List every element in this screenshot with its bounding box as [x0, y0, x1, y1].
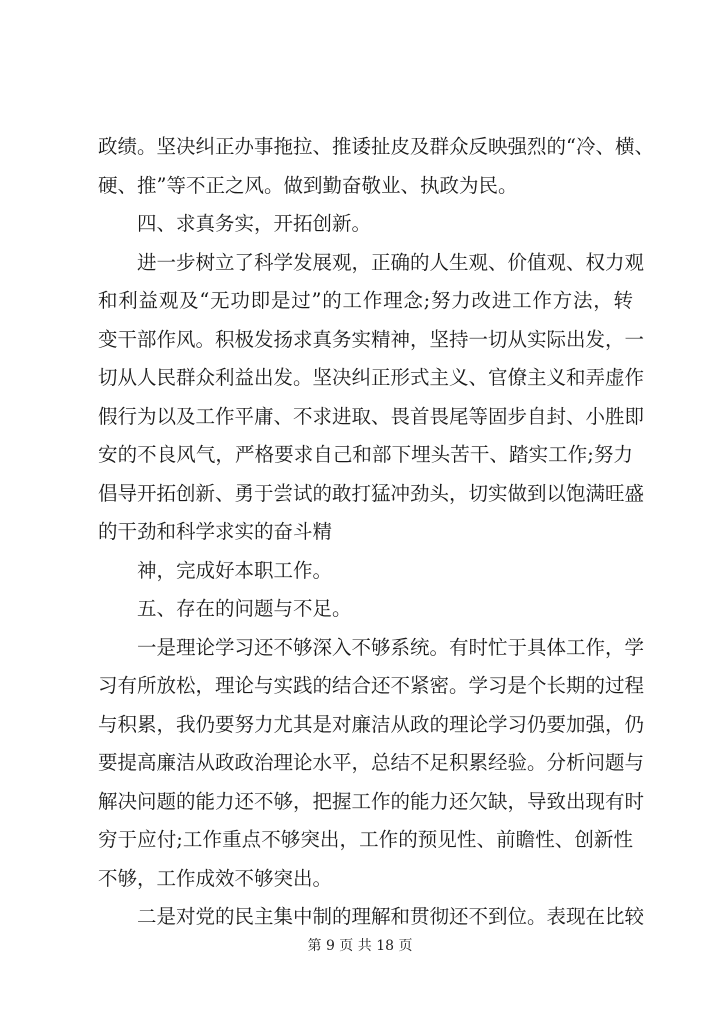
- section-heading: 四、求真务实，开拓创新。: [137, 212, 372, 235]
- paragraph-line: 习有所放松，理论与实践的结合还不紧密。学习是个长期的过程: [98, 674, 645, 697]
- paragraph-line: 进一步树立了科学发展观，正确的人生观、价值观、权力观: [137, 251, 645, 274]
- paragraph-line: 和利益观及“无功即是过”的工作理念;努力改进工作方法，转: [98, 289, 633, 312]
- paragraph-line: 神，完成好本职工作。: [137, 559, 333, 582]
- paragraph-line: 切从人民群众利益出发。坚决纠正形式主义、官僚主义和弄虚作: [98, 366, 645, 389]
- paragraph-line: 不够，工作成效不够突出。: [98, 867, 333, 890]
- paragraph-line: 的干劲和科学求实的奋斗精: [98, 520, 333, 543]
- page-number-footer: 第 9 页 共 18 页: [307, 938, 413, 954]
- paragraph-line: 二是对党的民主集中制的理解和贯彻还不到位。表现在比较: [137, 905, 645, 928]
- paragraph-line: 与积累，我仍要努力尤其是对廉洁从政的理论学习仍要加强，仍: [98, 713, 645, 736]
- paragraph-line: 解决问题的能力还不够，把握工作的能力还欠缺，导致出现有时: [98, 790, 645, 813]
- paragraph-line: 硬、推”等不正之风。做到勤奋敬业、执政为民。: [98, 174, 518, 197]
- paragraph-line: 假行为以及工作平庸、不求进取、畏首畏尾等固步自封、小胜即: [98, 405, 645, 428]
- paragraph-line: 安的不良风气，严格要求自己和部下埋头苦干、踏实工作;努力: [98, 443, 633, 466]
- paragraph-line: 穷于应付;工作重点不够突出，工作的预见性、前瞻性、创新性: [98, 828, 633, 851]
- paragraph-line: 要提高廉洁从政政治理论水平，总结不足积累经验。分析问题与: [98, 751, 645, 774]
- section-heading: 五、存在的问题与不足。: [137, 597, 352, 620]
- paragraph-line: 变干部作风。积极发扬求真务实精神，坚持一切从实际出发，一: [98, 328, 645, 351]
- paragraph-line: 政绩。坚决纠正办事拖拉、推诿扯皮及群众反映强烈的“冷、横、: [98, 135, 654, 158]
- paragraph-line: 倡导开拓创新、勇于尝试的敢打猛冲劲头，切实做到以饱满旺盛: [98, 482, 645, 505]
- paragraph-line: 一是理论学习还不够深入不够系统。有时忙于具体工作，学: [137, 636, 645, 659]
